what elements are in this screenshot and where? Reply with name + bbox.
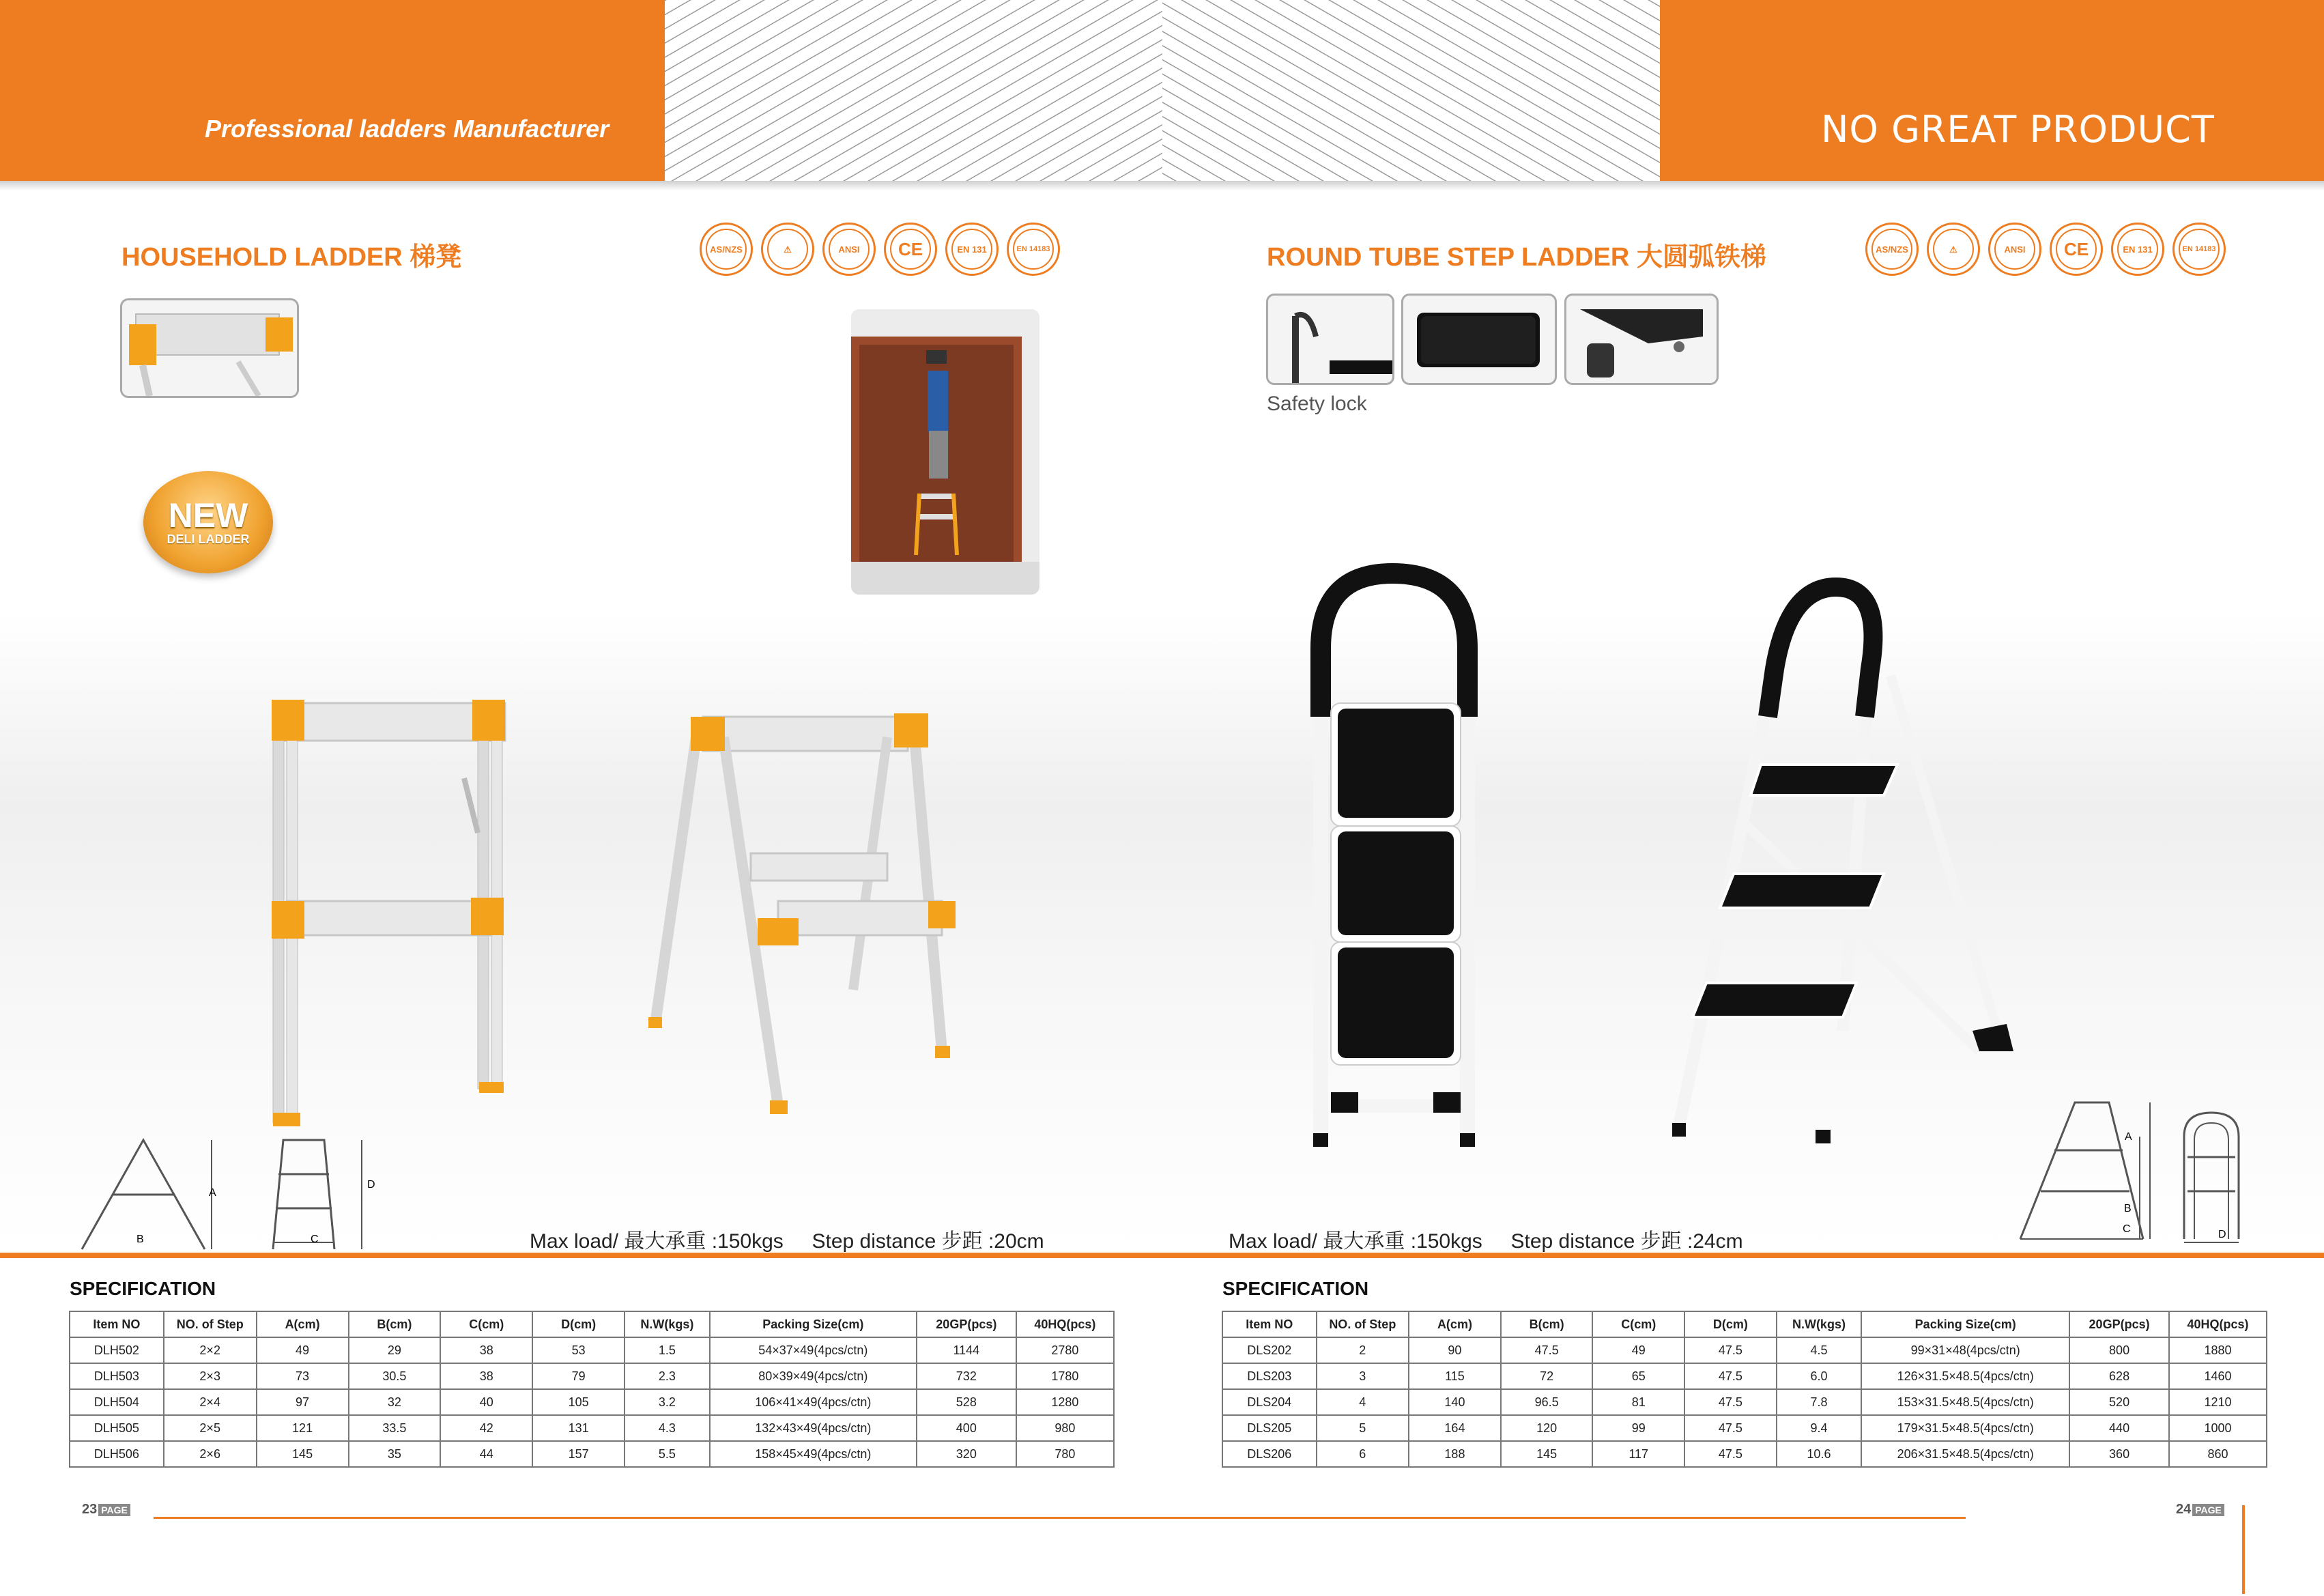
table-row (70, 1389, 1114, 1415)
table-cell: 42 (440, 1415, 532, 1441)
table-cell: 4.3 (625, 1415, 710, 1441)
step-tread-thumbnail (1401, 294, 1557, 385)
table-cell: 520 (2069, 1389, 2169, 1415)
table-cell: 2×5 (164, 1415, 257, 1441)
table-cell: 72 (1501, 1363, 1593, 1389)
svg-text:B: B (2124, 1203, 2132, 1214)
table-cell: 120 (1501, 1415, 1593, 1441)
table-cell: 1880 (2169, 1337, 2267, 1363)
table-cell: 2×3 (164, 1363, 257, 1389)
table-cell: 6 (1317, 1441, 1409, 1467)
table-cell: 47.5 (1684, 1337, 1777, 1363)
table-header-cell: 40HQ(pcs) (2169, 1311, 2267, 1337)
table-cell: 206×31.5×48.5(4pcs/ctn) (1861, 1441, 2069, 1467)
table-cell: 1280 (1016, 1389, 1114, 1415)
table-cell: DLS206 (1222, 1441, 1317, 1467)
table-cell: 3.2 (625, 1389, 710, 1415)
en14183-cert-icon: EN 14183 (2172, 223, 2226, 276)
table-cell: 47.5 (1684, 1363, 1777, 1389)
table-cell: 157 (532, 1441, 625, 1467)
header-shadow (0, 181, 2324, 190)
table-cell: 2.3 (625, 1363, 710, 1389)
table-cell: 2×6 (164, 1441, 257, 1467)
table-cell: 3 (1317, 1363, 1409, 1389)
en14183-cert-icon: EN 14183 (1007, 223, 1060, 276)
table-cell: 360 (2069, 1441, 2169, 1467)
table-cell: 164 (1409, 1415, 1501, 1441)
table-header-cell: D(cm) (532, 1311, 625, 1337)
en131-cert-icon: EN 131 (945, 223, 999, 276)
right-load-caption: Max load/ 最大承重 :150kgs Step distance 步距 :24cm (1229, 1230, 1743, 1253)
table-row (70, 1363, 1114, 1389)
table-cell: 115 (1409, 1363, 1501, 1389)
table-cell: 10.6 (1777, 1441, 1862, 1467)
table-cell: 132×43×49(4pcs/ctn) (710, 1415, 917, 1441)
svg-text:C: C (311, 1234, 319, 1245)
table-cell: 5 (1317, 1415, 1409, 1441)
table-cell: 2 (1317, 1337, 1409, 1363)
table-row (1222, 1363, 2267, 1389)
table-cell: 4 (1317, 1389, 1409, 1415)
table-header-cell: A(cm) (1409, 1311, 1501, 1337)
table-cell: DLH505 (70, 1415, 164, 1441)
table-cell: 440 (2069, 1415, 2169, 1441)
table-row (1222, 1389, 2267, 1415)
table-cell: 90 (1409, 1337, 1501, 1363)
table-header-cell: NO. of Step (164, 1311, 257, 1337)
left-section-title: HOUSEHOLD LADDER 梯凳 (121, 243, 462, 272)
table-cell: 2780 (1016, 1337, 1114, 1363)
table-header-cell: B(cm) (1501, 1311, 1593, 1337)
left-spec-title: SPECIFICATION (70, 1278, 216, 1299)
table-cell: DLS204 (1222, 1389, 1317, 1415)
table-cell: DLS203 (1222, 1363, 1317, 1389)
left-load-caption: Max load/ 最大承重 :150kgs Step distance 步距 :20cm (530, 1230, 1044, 1253)
table-cell: 628 (2069, 1363, 2169, 1389)
table-cell: 73 (257, 1363, 349, 1389)
table-header-cell: NO. of Step (1317, 1311, 1409, 1337)
table-cell: 131 (532, 1415, 625, 1441)
right-spec-table (1222, 1311, 2267, 1468)
table-cell: DLS202 (1222, 1337, 1317, 1363)
right-page-number: 24 PAGE (2176, 1502, 2224, 1517)
ce-cert-icon: CE (884, 223, 937, 276)
table-header-cell: 20GP(pcs) (917, 1311, 1016, 1337)
table-cell: 47.5 (1501, 1337, 1593, 1363)
table-cell: DLH504 (70, 1389, 164, 1415)
table-cell: 1000 (2169, 1415, 2267, 1441)
table-cell: 800 (2069, 1337, 2169, 1363)
warning-cert-icon: ⚠ (1927, 223, 1980, 276)
table-cell: 99×31×48(4pcs/ctn) (1861, 1337, 2069, 1363)
header-pattern (665, 0, 1660, 181)
en131-cert-icon: EN 131 (2111, 223, 2164, 276)
table-cell: 47.5 (1684, 1389, 1777, 1415)
header-left-band (0, 0, 665, 181)
household-ladder-images (259, 696, 1024, 1133)
table-cell: 53 (532, 1337, 625, 1363)
table-header-cell: Item NO (70, 1311, 164, 1337)
safety-lock-thumbnail (1266, 294, 1394, 385)
table-cell: 6.0 (1777, 1363, 1862, 1389)
table-cell: 1144 (917, 1337, 1016, 1363)
asnzs-cert-icon: AS/NZS (1865, 223, 1919, 276)
svg-text:B: B (137, 1234, 144, 1245)
table-cell: 35 (349, 1441, 441, 1467)
table-cell: 528 (917, 1389, 1016, 1415)
table-header-cell: A(cm) (257, 1311, 349, 1337)
footer-line (154, 1517, 1966, 1519)
table-cell: 33.5 (349, 1415, 441, 1441)
table-cell: 145 (257, 1441, 349, 1467)
table-cell: 99 (1592, 1415, 1684, 1441)
table-cell: 47.5 (1684, 1415, 1777, 1441)
table-cell: 96.5 (1501, 1389, 1593, 1415)
table-header-cell: Item NO (1222, 1311, 1317, 1337)
left-detail-thumbnail (120, 298, 299, 398)
footer-gap (1966, 1505, 2102, 1526)
table-cell: 126×31.5×48.5(4pcs/ctn) (1861, 1363, 2069, 1389)
table-cell: 49 (1592, 1337, 1684, 1363)
new-product-badge: NEW DELI LADDER (143, 471, 273, 573)
table-cell: 179×31.5×48.5(4pcs/ctn) (1861, 1415, 2069, 1441)
table-header-cell: N.W(kgs) (1777, 1311, 1862, 1337)
table-cell: 106×41×49(4pcs/ctn) (710, 1389, 917, 1415)
table-cell: 30.5 (349, 1363, 441, 1389)
svg-text:D: D (2218, 1229, 2226, 1240)
table-cell: 780 (1016, 1441, 1114, 1467)
table-row (1222, 1441, 2267, 1467)
table-header-cell: 20GP(pcs) (2069, 1311, 2169, 1337)
table-cell: 79 (532, 1363, 625, 1389)
table-cell: 5.5 (625, 1441, 710, 1467)
table-cell: DLH506 (70, 1441, 164, 1467)
table-cell: 400 (917, 1415, 1016, 1441)
table-cell: 38 (440, 1363, 532, 1389)
table-header-cell: D(cm) (1684, 1311, 1777, 1337)
table-cell: 1780 (1016, 1363, 1114, 1389)
table-cell: 54×37×49(4pcs/ctn) (710, 1337, 917, 1363)
header-right-band (1660, 0, 2324, 181)
table-cell: 860 (2169, 1441, 2267, 1467)
usage-photo (851, 309, 1039, 595)
table-cell: 140 (1409, 1389, 1501, 1415)
svg-text:A: A (209, 1187, 216, 1199)
round-tube-ladder-images (1297, 560, 2048, 1154)
right-edge-bar (2242, 1505, 2245, 1594)
table-cell: 65 (1592, 1363, 1684, 1389)
table-cell: 7.8 (1777, 1389, 1862, 1415)
right-table-header (1222, 1311, 2267, 1337)
left-cert-row (700, 223, 1060, 276)
table-cell: 153×31.5×48.5(4pcs/ctn) (1861, 1389, 2069, 1415)
header-tagline: Professional ladders Manufacturer (205, 115, 609, 143)
ce-cert-icon: CE (2050, 223, 2103, 276)
table-cell: 145 (1501, 1441, 1593, 1467)
table-cell: 105 (532, 1389, 625, 1415)
table-cell: 1460 (2169, 1363, 2267, 1389)
table-cell: 158×45×49(4pcs/ctn) (710, 1441, 917, 1467)
table-cell: 2×2 (164, 1337, 257, 1363)
table-cell: 97 (257, 1389, 349, 1415)
table-header-cell: Packing Size(cm) (710, 1311, 917, 1337)
table-row (70, 1337, 1114, 1363)
section-divider (0, 1253, 2324, 1258)
table-cell: DLS205 (1222, 1415, 1317, 1441)
table-cell: 117 (1592, 1441, 1684, 1467)
table-cell: 4.5 (1777, 1337, 1862, 1363)
table-row (70, 1441, 1114, 1467)
ansi-cert-icon: ANSI (1988, 223, 2041, 276)
warning-cert-icon: ⚠ (761, 223, 814, 276)
left-table-header (70, 1311, 1114, 1337)
table-cell: 732 (917, 1363, 1016, 1389)
svg-text:D: D (367, 1179, 375, 1191)
table-cell: 49 (257, 1337, 349, 1363)
table-cell: 38 (440, 1337, 532, 1363)
svg-text:C: C (2123, 1223, 2131, 1235)
right-spec-title: SPECIFICATION (1222, 1278, 1369, 1299)
table-cell: 40 (440, 1389, 532, 1415)
table-cell: 32 (349, 1389, 441, 1415)
svg-text:A: A (2125, 1131, 2132, 1143)
right-cert-row (1865, 223, 2226, 276)
table-row (1222, 1415, 2267, 1441)
table-cell: 121 (257, 1415, 349, 1441)
table-cell: 320 (917, 1441, 1016, 1467)
right-section-title: ROUND TUBE STEP LADDER 大圆弧铁梯 (1267, 243, 1766, 272)
table-cell: 9.4 (1777, 1415, 1862, 1441)
right-dimension-diagram (2013, 1096, 2300, 1253)
header-slogan: NO GREAT PRODUCT (1821, 108, 2215, 151)
table-cell: 1210 (2169, 1389, 2267, 1415)
table-header-cell: 40HQ(pcs) (1016, 1311, 1114, 1337)
table-cell: 188 (1409, 1441, 1501, 1467)
table-row (70, 1415, 1114, 1441)
table-header-cell: B(cm) (349, 1311, 441, 1337)
asnzs-cert-icon: AS/NZS (700, 223, 753, 276)
table-row (1222, 1337, 2267, 1363)
table-cell: 29 (349, 1337, 441, 1363)
table-cell: 44 (440, 1441, 532, 1467)
table-header-cell: N.W(kgs) (625, 1311, 710, 1337)
table-cell: 980 (1016, 1415, 1114, 1441)
table-header-cell: C(cm) (1592, 1311, 1684, 1337)
table-cell: 47.5 (1684, 1441, 1777, 1467)
safety-lock-caption: Safety lock (1267, 393, 1367, 415)
foot-cap-thumbnail (1564, 294, 1719, 385)
left-page-number: 23 PAGE (82, 1502, 130, 1517)
table-cell: DLH502 (70, 1337, 164, 1363)
table-header-cell: Packing Size(cm) (1861, 1311, 2069, 1337)
ansi-cert-icon: ANSI (822, 223, 876, 276)
table-cell: 1.5 (625, 1337, 710, 1363)
table-cell: 81 (1592, 1389, 1684, 1415)
left-dimension-diagram (75, 1133, 375, 1256)
table-cell: 80×39×49(4pcs/ctn) (710, 1363, 917, 1389)
table-header-cell: C(cm) (440, 1311, 532, 1337)
table-cell: 2×4 (164, 1389, 257, 1415)
left-spec-table (69, 1311, 1115, 1468)
table-cell: DLH503 (70, 1363, 164, 1389)
